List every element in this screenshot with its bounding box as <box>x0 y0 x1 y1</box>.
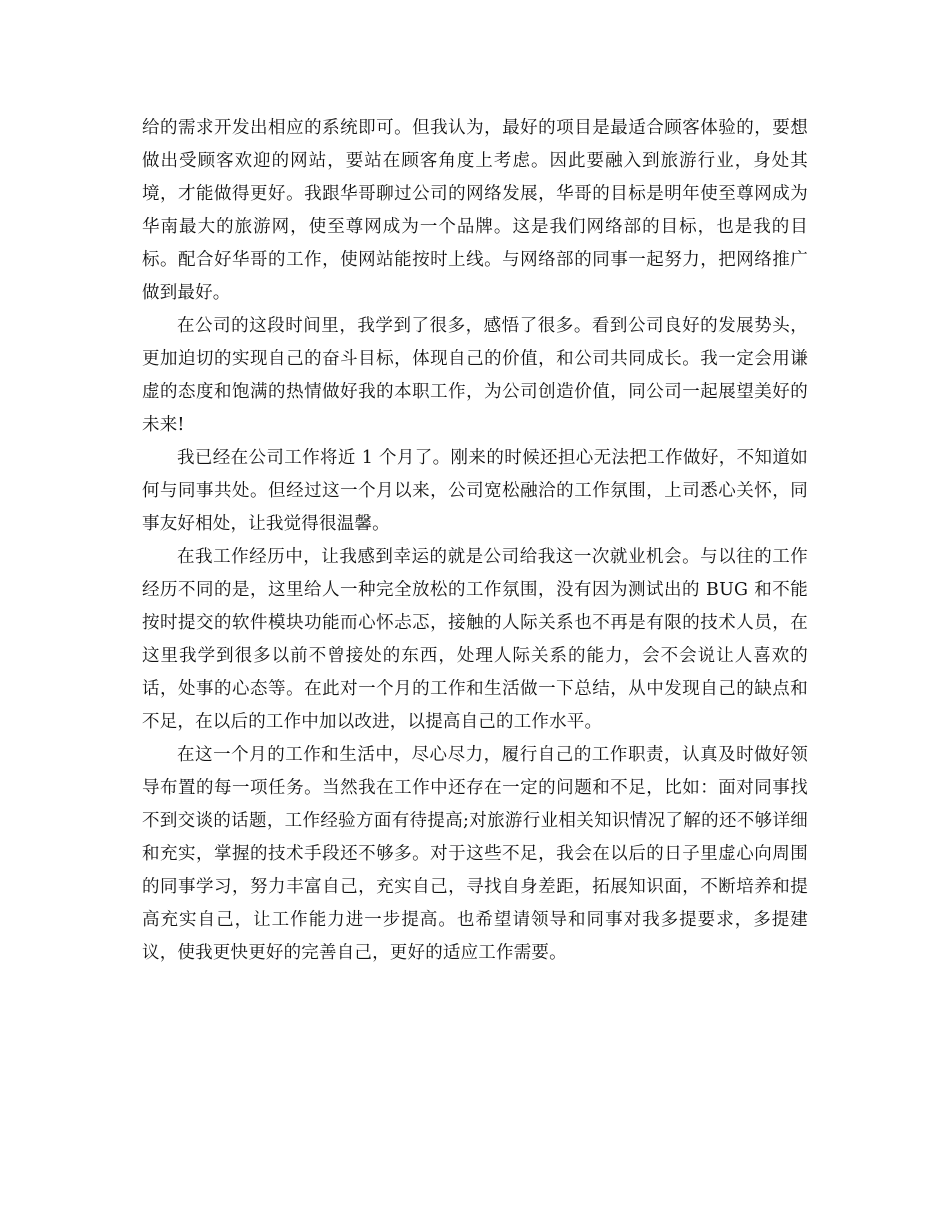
paragraph-1: 给的需求开发出相应的系统即可。但我认为，最好的项目是最适合顾客体验的，要想做出受顾客欢迎的网站，要站在顾客角度上考虑。因此要融入到旅游行业，身处其境，才能做得更好。我跟华哥聊过公司的网络发展，华哥的目标是明年使至尊网成为华南最大的旅游网，使至尊网成为一个品牌。这是我们网络部的目标，也是我的目标。配合好华哥的工作，使网站能按时上线。与网络部的同事一起努力，把网络推广做到最好。 <box>142 118 808 303</box>
paragraph-2: 在公司的这段时间里，我学到了很多，感悟了很多。看到公司良好的发展势头，更加迫切的实现自己的奋斗目标，体现自己的价值，和公司共同成长。我一定会用谦虚的态度和饱满的热情做好我的本职工作，为公司创造价值，同公司一起展望美好的未来! <box>142 316 808 435</box>
document-body <box>142 112 808 970</box>
paragraph-3: 我已经在公司工作将近 1 个月了。刚来的时候还担心无法把工作做好，不知道如何与同事共处。但经过这一个月以来，公司宽松融洽的工作氛围，上司悉心关怀，同事友好相处，让我觉得很温馨。 <box>142 448 808 534</box>
paragraph-5: 在这一个月的工作和生活中，尽心尽力，履行自己的工作职责，认真及时做好领导布置的每一项任务。当然我在工作中还存在一定的问题和不足，比如：面对同事找不到交谈的话题，工作经验方面有待提高;对旅游行业相关知识情况了解的还不够详细和充实，掌握的技术手段还不够多。对于这些不足，我会在以后的日子里虚心向周围的同事学习，努力丰富自己，充实自己，寻找自身差距，拓展知识面，不断培养和提高充实自己，让工作能力进一步提高。也希望请领导和同事对我多提要求，多提建议，使我更快更好的完善自己，更好的适应工作需要。 <box>142 745 808 963</box>
paragraph-4: 在我工作经历中，让我感到幸运的就是公司给我这一次就业机会。与以往的工作经历不同的是，这里给人一种完全放松的工作氛围，没有因为测试出的 BUG 和不能按时提交的软件模块功能而心怀忐忑，接触的人际关系也不再是有限的技术人员，在这里我学到很多以前不曾接处的东西，处理人际关系的能力，会不会说让人喜欢的话，处事的心态等。在此对一个月的工作和生活做一下总结，从中发现自己的缺点和不足，在以后的工作中加以改进，以提高自己的工作水平。 <box>142 547 808 732</box>
